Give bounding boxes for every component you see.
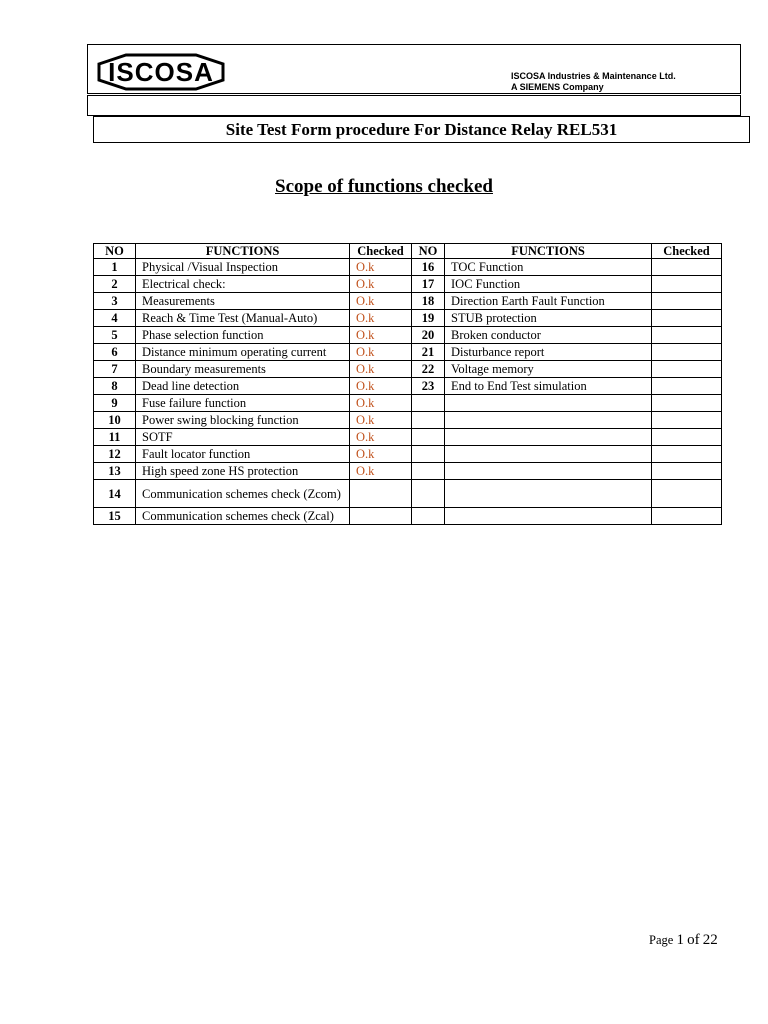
header-checked: Checked: [350, 244, 412, 259]
page-of: of: [687, 932, 700, 948]
checked-status: O.k: [350, 378, 412, 395]
functions-table: [93, 243, 722, 525]
checked-status: [652, 395, 722, 412]
table-row: [94, 446, 722, 463]
function-name: STUB protection: [445, 310, 652, 327]
checked-status: [652, 378, 722, 395]
function-name: [445, 463, 652, 480]
checked-status: [652, 344, 722, 361]
checked-status: O.k: [350, 463, 412, 480]
svg-text:ISCOSA: ISCOSA: [108, 57, 214, 87]
company-affiliation: A SIEMENS Company: [511, 82, 604, 92]
page-word: Page: [649, 933, 674, 947]
checked-status: [652, 361, 722, 378]
checked-status: [652, 276, 722, 293]
checked-status: O.k: [350, 446, 412, 463]
function-name: End to End Test simulation: [445, 378, 652, 395]
function-name: Direction Earth Fault Function: [445, 293, 652, 310]
checked-status: [652, 412, 722, 429]
company-name: ISCOSA Industries & Maintenance Ltd.: [511, 71, 676, 81]
function-name: [445, 395, 652, 412]
function-name: [445, 446, 652, 463]
function-name: TOC Function: [445, 259, 652, 276]
document-title-text: Site Test Form procedure For Distance Relay REL531: [225, 119, 618, 139]
checked-status: O.k: [350, 361, 412, 378]
iscosa-logo: [96, 51, 226, 93]
function-name: Dead line detection: [136, 378, 350, 395]
page-number: 1: [676, 932, 684, 948]
checked-status: [652, 508, 722, 525]
row-number: [412, 463, 445, 480]
function-name: Measurements: [136, 293, 350, 310]
header-strip: [87, 95, 741, 116]
function-name: Distance minimum operating current: [136, 344, 350, 361]
page-footer: [649, 932, 718, 949]
checked-status: [652, 429, 722, 446]
table-row: [94, 429, 722, 446]
table-row: [94, 508, 722, 525]
table-row: [94, 276, 722, 293]
function-name: SOTF: [136, 429, 350, 446]
checked-status: O.k: [350, 327, 412, 344]
table-row: [94, 344, 722, 361]
table-row: [94, 259, 722, 276]
row-number: 9: [94, 395, 136, 412]
row-number: [412, 412, 445, 429]
document-title: [93, 116, 750, 143]
function-name: Electrical check:: [136, 276, 350, 293]
row-number: 20: [412, 327, 445, 344]
checked-status: [652, 446, 722, 463]
function-name: Broken conductor: [445, 327, 652, 344]
row-number: [412, 429, 445, 446]
function-name: Physical /Visual Inspection: [136, 259, 350, 276]
checked-status: O.k: [350, 344, 412, 361]
header-no: NO: [94, 244, 136, 259]
function-name: Disturbance report: [445, 344, 652, 361]
function-name: IOC Function: [445, 276, 652, 293]
row-number: 7: [94, 361, 136, 378]
function-name: [445, 508, 652, 525]
row-number: 11: [94, 429, 136, 446]
function-name: [445, 412, 652, 429]
page-total: 22: [702, 932, 718, 948]
row-number: 6: [94, 344, 136, 361]
function-name: Fuse failure function: [136, 395, 350, 412]
function-name: [445, 429, 652, 446]
row-number: [412, 395, 445, 412]
table-row: [94, 480, 722, 508]
row-number: 16: [412, 259, 445, 276]
table-header-row: [94, 244, 722, 259]
checked-status: [652, 310, 722, 327]
row-number: 21: [412, 344, 445, 361]
function-name: Voltage memory: [445, 361, 652, 378]
function-name: [445, 480, 652, 508]
checked-status: [350, 480, 412, 508]
function-name: High speed zone HS protection: [136, 463, 350, 480]
checked-status: O.k: [350, 395, 412, 412]
row-number: 12: [94, 446, 136, 463]
document-header: [87, 44, 741, 94]
checked-status: [652, 327, 722, 344]
row-number: 23: [412, 378, 445, 395]
checked-status: O.k: [350, 412, 412, 429]
checked-status: [652, 463, 722, 480]
row-number: 8: [94, 378, 136, 395]
table-row: [94, 293, 722, 310]
row-number: 14: [94, 480, 136, 508]
table-row: [94, 463, 722, 480]
checked-status: O.k: [350, 310, 412, 327]
row-number: 18: [412, 293, 445, 310]
function-name: Power swing blocking function: [136, 412, 350, 429]
row-number: [412, 508, 445, 525]
checked-status: O.k: [350, 276, 412, 293]
function-name: Fault locator function: [136, 446, 350, 463]
checked-status: O.k: [350, 293, 412, 310]
header-no: NO: [412, 244, 445, 259]
header-functions: FUNCTIONS: [445, 244, 652, 259]
row-number: [412, 480, 445, 508]
function-name: Communication schemes check (Zcal): [136, 508, 350, 525]
function-name: Phase selection function: [136, 327, 350, 344]
row-number: [412, 446, 445, 463]
checked-status: O.k: [350, 429, 412, 446]
table-row: [94, 310, 722, 327]
row-number: 19: [412, 310, 445, 327]
function-name: Reach & Time Test (Manual-Auto): [136, 310, 350, 327]
table-row: [94, 327, 722, 344]
checked-status: O.k: [350, 259, 412, 276]
table-row: [94, 378, 722, 395]
checked-status: [652, 293, 722, 310]
function-name: Communication schemes check (Zcom): [136, 480, 350, 508]
row-number: 4: [94, 310, 136, 327]
row-number: 5: [94, 327, 136, 344]
table-row: [94, 412, 722, 429]
row-number: 13: [94, 463, 136, 480]
row-number: 3: [94, 293, 136, 310]
checked-status: [652, 259, 722, 276]
table-row: [94, 361, 722, 378]
row-number: 15: [94, 508, 136, 525]
row-number: 1: [94, 259, 136, 276]
row-number: 10: [94, 412, 136, 429]
row-number: 17: [412, 276, 445, 293]
table-row: [94, 395, 722, 412]
header-functions: FUNCTIONS: [136, 244, 350, 259]
checked-status: [350, 508, 412, 525]
row-number: 22: [412, 361, 445, 378]
function-name: Boundary measurements: [136, 361, 350, 378]
section-title: Scope of functions checked: [275, 176, 493, 197]
row-number: 2: [94, 276, 136, 293]
header-checked: Checked: [652, 244, 722, 259]
checked-status: [652, 480, 722, 508]
company-info: [511, 71, 676, 93]
